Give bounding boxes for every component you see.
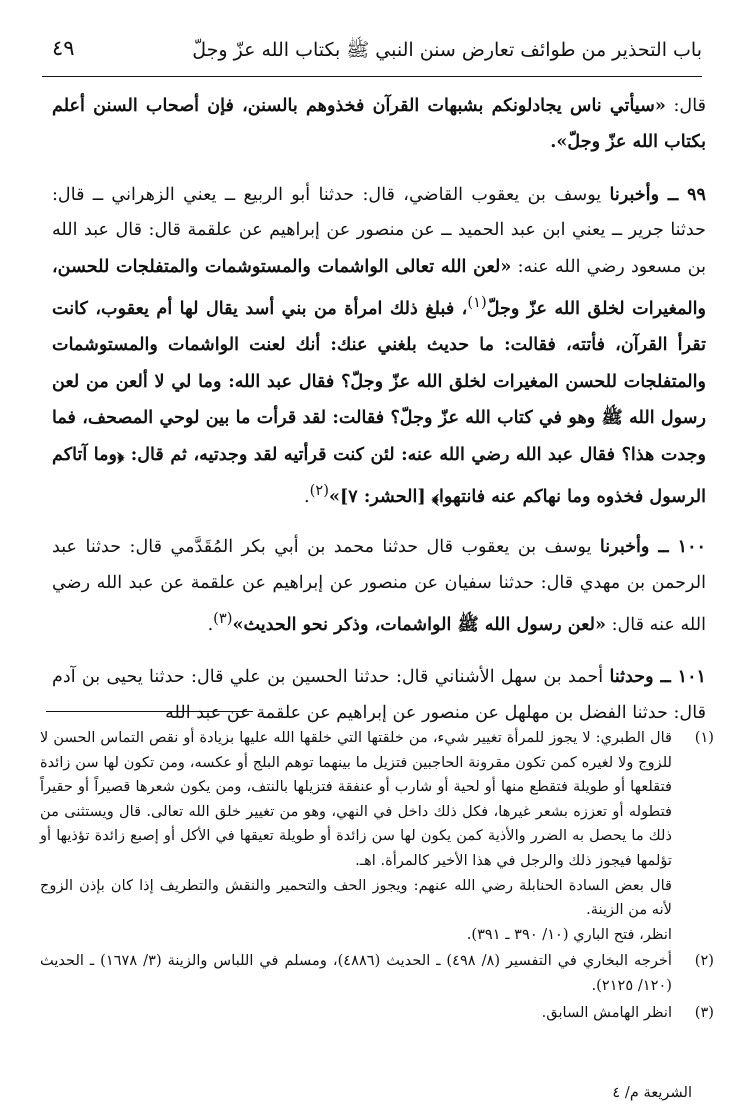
text-span: . [304,486,310,507]
footnote-separator [46,711,253,712]
footnote-body [40,949,672,998]
footnote-body [40,1001,672,1026]
footnote-ref: (١) [467,294,487,312]
hadith-100 [52,529,706,643]
signature-mark: الشريعة م/ ٤ [612,1084,692,1101]
isnad-text: يوسف بن يعقوب قال حدثنا محمد بن أبي بكر المُقَدَّمي قال: حدثنا عبد الرحمن بن مهدي قال: حدثنا سفيان عن منصور عن إبراهيم عن علقمة عن عبد الله رضي الله عنه قال: [52,537,706,635]
isnad-text: يوسف بن يعقوب القاضي، قال: حدثنا أبو الربيع ــ يعني الزهراني ــ قال: حدثنا جرير ــ يعني ابن عبد الحميد ــ عن منصور عن إبراهيم عن علقمة قال: قال عبد الله بن مسعود رضي الله عنه: [52,184,706,277]
footnote-2 [40,949,714,998]
footnote-text: قال الطبري: لا يجوز للمرأة تغيير شيء، من خلقتها التي خلقها الله عليها بزيادة أو نقص التماس الحسن لا للزوج ولا لغيره كمن تكون مقرونة الحاجبين فتزيل ما بينهما توهم البلج أو عكسه، ومن تكون لها سن زائدة فتقلعها أو طويلة فتقطع منها أو لحية أو شارب أو عنفقة فتزيلها بالنتف، ومن يكون شعرها قصيراً أو حقيراً فتطوله أو تعززه بشعر غيرها، فكل ذلك داخل في النهي، وهو من تغيير خلق الله تعالى. قال ويستثنى من ذلك ما يحصل به الضرر والأذية كمن يكون لها سن زائدة أو طويلة تعيقها في الأكل أو إصبع زائدة تؤذيها أو تؤلمها فيجوز ذلك والرجل في هذا الأخير كالمرأة. اهـ. [40,729,672,869]
footnotes [40,726,714,1027]
hadith-number: ١٠٠ ــ [649,536,706,558]
footnote-number: (١) [694,729,714,746]
isnad-text: أحمد بن سهل الأشناني قال: حدثنا الحسين بن علي قال: حدثنا يحيى بن آدم قال: حدثنا الفضل بن مهلهل عن منصور عن إبراهيم عن علقمة عن عبد الله [52,667,706,723]
footnote-text: انظر، فتح الباري (١٠/ ٣٩٠ ـ ٣٩١). [466,925,672,943]
text-span: قال: [665,96,706,116]
footnote-ref: (٢) [309,481,329,499]
footnote-number: (٢) [694,952,714,970]
hadith-quote: ، فبلغ ذلك امرأة من بني أسد يقال لها أم يعقوب، كانت تقرأ القرآن، فأتته، فقالت: ما حديث بلغني عنك: أنك لعنت الواشمات والمستوشمات والمتفلجات للحسن المغيرات لخلق الله عزّ وجلّ؟ فقال عبد الله: وما لي لا ألعن من لعن رسول الله ﷺ وهو في كتاب الله عزّ وجلّ؟ فقالت: لقد قرأت ما بين لوحي المصحف، فما وجدت هذا؟ فقال عبد الله رضي الله عنه: لئن كنت قرأتيه لقد وجدتيه، ثم قال: ﴿وما آتاكم الرسول فخذوه وما نهاكم عنه فانتهوا﴾ [الحشر: ٧]» [52,297,706,507]
footnote-text: انظر الهامش السابق. [541,1003,672,1021]
footnote-3 [40,1001,714,1026]
hadith-quote: «سيأتي ناس يجادلونكم بشبهات القرآن فخذوهم بالسنن، فإن أصحاب السنن أعلم بكتاب الله عزّ وجلّ». [52,95,706,153]
footnote-number: (٣) [694,1003,714,1021]
chapter-title: باب التحذير من طوائف تعارض سنن النبي ﷺ بكتاب الله عزّ وجلّ [192,39,702,61]
running-header [42,24,702,77]
text-span: . [207,614,214,635]
page-number: ٤٩ [52,36,75,60]
hadith-number: ٩٩ ــ [659,183,706,205]
footnote-1 [40,726,714,947]
hadith-lead: وأخبرنا [609,183,660,205]
footnote-text: أخرجه البخاري في التفسير (٨/ ٤٩٨) ـ الحديث (٤٨٨٦)، ومسلم في اللباس والزينة (٣/ ١٦٧٨) ـ الحديث (١٢٠/ ٢١٢٥). [40,952,672,994]
hadith-quote: «لعن الله تعالى الواشمات والمستوشمات والمتفلجات للحسن، والمغيرات لخلق الله عزّ وجلّ [52,255,706,319]
hadith-quote: «لعن رسول الله ﷺ الواشمات، وذكر نحو الحديث» [232,613,606,635]
main-text [52,88,706,747]
hadith-101 [52,659,706,731]
hadith-number: ١٠١ ــ [653,666,706,688]
hadith-lead: وأخبرنا [599,536,650,558]
footnote-body [40,726,672,947]
footnote-ref: (٣) [213,610,233,627]
footnote-text: قال بعض السادة الحنابلة رضي الله عنهم: ويجوز الحف والتحمير والنقش والتطريف إذا كان بإذن الزوج لأنه من الزينة. [40,876,672,919]
paragraph-intro [52,88,706,161]
hadith-lead: وحدثنا [609,666,654,688]
hadith-99 [52,177,706,515]
